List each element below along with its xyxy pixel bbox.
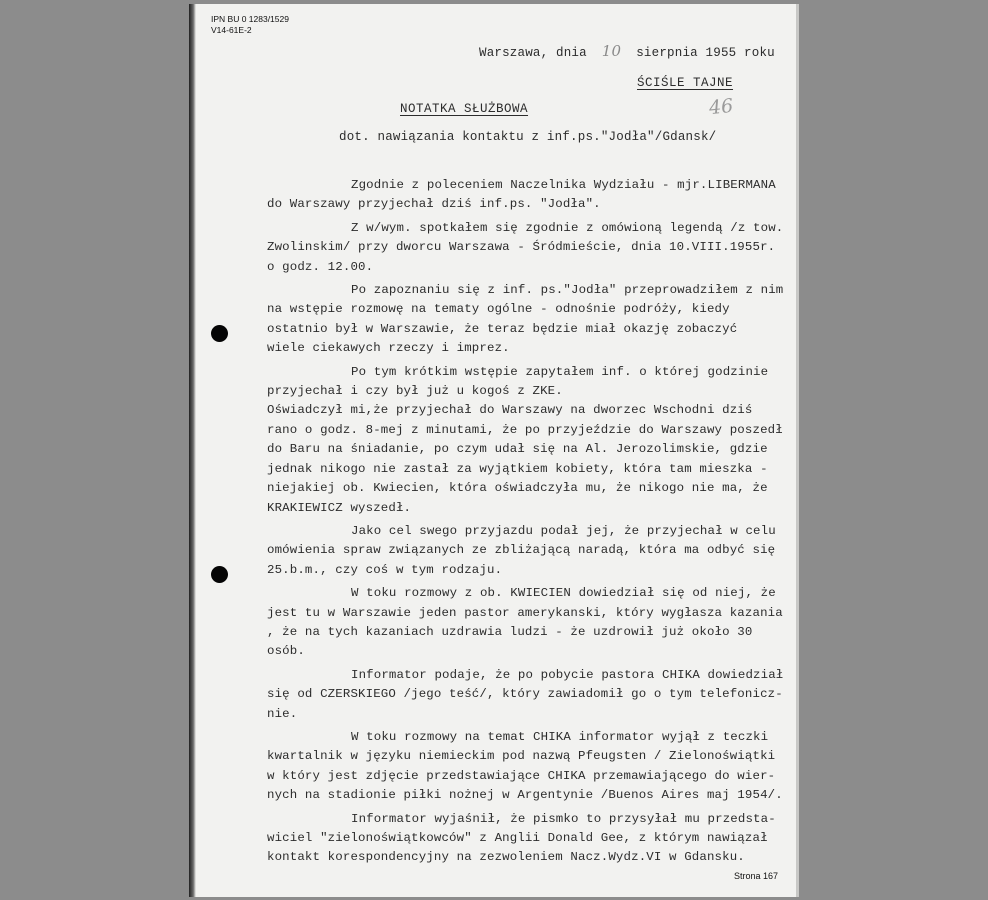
text-line: omówienia spraw związanych ze zbliżającą naradą, która ma odbyć się	[267, 543, 776, 558]
text-line: W toku rozmowy na temat CHIKA informator wyjął z teczki	[351, 729, 769, 744]
text-line: W toku rozmowy z ob. KWIECIEN dowiedział się od niej, że	[351, 586, 776, 601]
text-line: Zgodnie z poleceniem Naczelnika Wydziału - mjr.LIBERMANA	[351, 178, 776, 192]
text-line: nych na stadionie piłki nożnej w Argentynie /Buenos Aires maj 1954/.	[267, 788, 783, 803]
paragraph	[267, 219, 797, 277]
text-line: Oświadczył mi,że przyjechał do Warszawy na dworzec Wschodni dziś	[267, 403, 753, 418]
text-line: Po tym krótkim wstępie zapytałem inf. o której godzinie	[351, 364, 769, 379]
text-line: osób.	[267, 644, 305, 659]
text-line: do Warszawy przyjechał dziś inf.ps. "Jodła".	[267, 197, 601, 212]
text-line: Z w/wym. spotkałem się zgodnie z omówioną legendą /z tow.	[351, 220, 784, 235]
text-line: Jako cel swego przyjazdu podał jej, że przyjechał w celu	[351, 523, 776, 538]
text-line: w który jest zdjęcie przedstawiające CHIKA przemawiającego do wier-	[267, 768, 776, 783]
date-line	[479, 42, 775, 60]
paragraph	[267, 584, 797, 662]
date-day-handwritten: 10	[601, 42, 622, 60]
text-line: się od CZERSKIEGO /jego teść/, który zawiadomił go o tym telefonicz-	[267, 687, 783, 702]
classification-mark: ŚCIŚLE TAJNE	[637, 76, 734, 90]
archive-identifier	[211, 14, 289, 36]
text-line: przyjechał i czy był już u kogoś z ZKE.	[267, 384, 563, 399]
paragraph	[267, 522, 797, 580]
text-line: KRAKIEWICZ wyszedł.	[267, 500, 412, 515]
paragraph	[267, 728, 797, 806]
punch-hole	[211, 325, 228, 342]
text-line: ostatnio był w Warszawie, że teraz będzie miał okazję zobaczyć	[267, 321, 738, 336]
document-title: NOTATKA SŁUŻBOWA	[400, 102, 529, 116]
text-line: kwartalnik w języku niemieckim pod nazwą Pfeugsten / Zielonoświątki	[267, 749, 776, 764]
text-line: jednak nikogo nie zastał za wyjątkiem kobiety, która tam mieszka -	[267, 461, 768, 476]
document-body	[267, 176, 797, 872]
handwritten-page-mark: 46	[707, 94, 735, 120]
paragraph	[267, 281, 797, 359]
punch-hole	[211, 566, 228, 583]
text-line: nie.	[267, 706, 298, 721]
text-line: jest tu w Warszawie jeden pastor amerykanski, który wygłasza kazania	[267, 605, 783, 620]
text-line: Informator wyjaśnił, że pismko to przysyłał mu przedsta-	[351, 811, 776, 826]
page-number: Strona 167	[734, 871, 779, 881]
text-line: na wstępie rozmowę na tematy ogólne - odnośnie podróży, kiedy	[267, 302, 730, 317]
text-line: wiciel "zielonoświątkowców" z Anglii Donald Gee, z którym nawiązał	[267, 831, 768, 845]
document-page	[189, 4, 799, 897]
paragraph	[267, 363, 797, 518]
text-line: , że na tych kazaniach uzdrawia ludzi - że uzdrowił już około 30	[267, 624, 753, 639]
text-line: niejakiej ob. Kwiecien, która oświadczyła mu, że nikogo nie ma, że	[267, 481, 768, 496]
date-suffix: sierpnia 1955 roku	[636, 46, 775, 60]
date-prefix: Warszawa, dnia	[479, 46, 587, 60]
archive-id-line1: IPN BU 0 1283/1529	[211, 14, 289, 24]
text-line: Informator podaje, że po pobycie pastora CHIKA dowiedział	[351, 667, 784, 682]
text-line: rano o godz. 8-mej z minutami, że po przyjeździe do Warszawy poszedł	[267, 422, 783, 437]
text-line: 25.b.m., czy coś w tym rodzaju.	[267, 562, 503, 577]
text-line: Po zapoznaniu się z inf. ps."Jodła" przeprowadziłem z nim	[351, 283, 784, 298]
text-line: o godz. 12.00.	[267, 259, 374, 274]
archive-id-line2: V14-61E-2	[211, 25, 252, 35]
text-line: Zwolinskim/ przy dworcu Warszawa - Śródmieście, dnia 10.VIII.1955r.	[267, 240, 776, 255]
paragraph	[267, 666, 797, 724]
paragraph	[267, 810, 797, 868]
text-line: do Baru na śniadanie, po czym udał się na Al. Jerozolimskie, gdzie	[267, 442, 768, 457]
text-line: wiele ciekawych rzeczy i imprez.	[267, 341, 510, 356]
document-subject: dot. nawiązania kontaktu z inf.ps."Jodła"/Gdansk/	[339, 130, 717, 144]
text-line: kontakt korespondencyjny na zezwoleniem Nacz.Wydz.VI w Gdansku.	[267, 850, 745, 865]
paragraph	[267, 176, 797, 215]
